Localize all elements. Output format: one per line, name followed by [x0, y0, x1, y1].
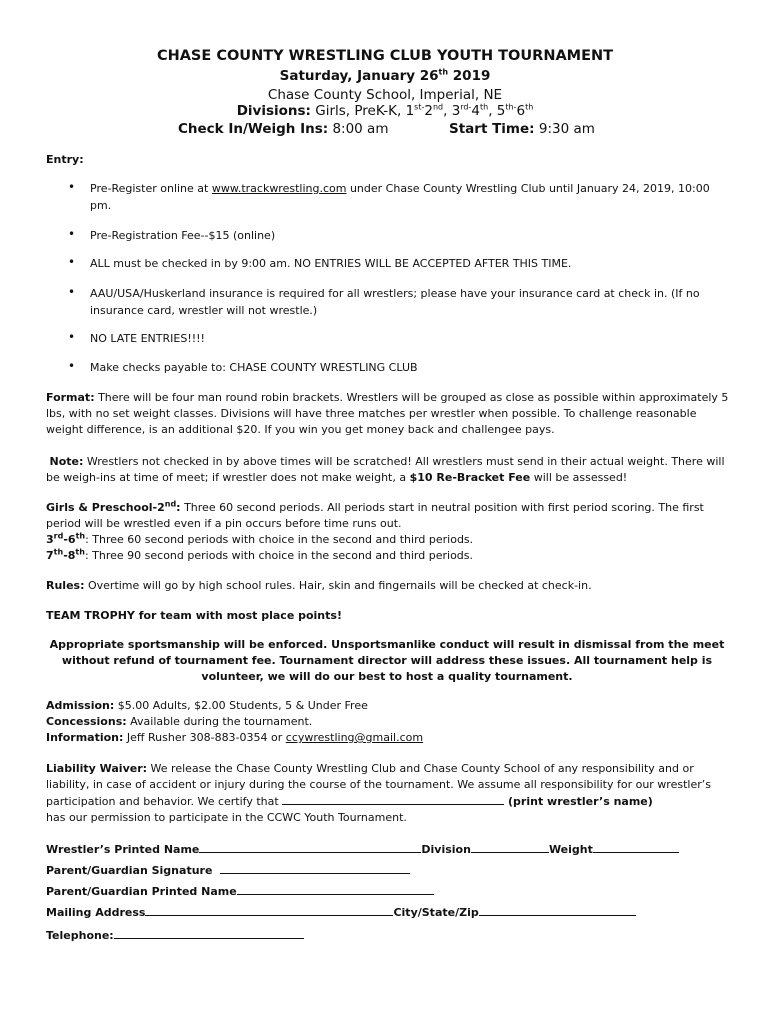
bullet-icon: •: [68, 180, 76, 194]
weight-field[interactable]: [593, 841, 679, 853]
div-sup-b: nd: [432, 102, 444, 112]
waiver-text: We release the Chase County Wrestling Club and Chase County School of any responsibility and or liability, in case of accident or injury during the course of the tournament. We assume all responsibility for our wrestler’s participation and behavior. We certify that: [46, 762, 711, 808]
telephone-field[interactable]: [114, 927, 304, 939]
email-link[interactable]: ccywrestling@gmail.com: [285, 731, 424, 744]
waiver-paragraph: [46, 761, 736, 826]
telephone-label: Telephone:: [46, 929, 114, 942]
div-c: , 3: [443, 103, 461, 119]
tournament-location: Chase County School, Imperial, NE: [267, 87, 503, 103]
old-a: 7: [46, 549, 54, 562]
parent-signature-field[interactable]: [220, 862, 410, 874]
date-text: Saturday, January 26: [279, 68, 439, 84]
division-field[interactable]: [471, 841, 549, 853]
information-text: Jeff Rusher 308-883-0354 or: [123, 731, 286, 744]
mid-text: : Three 60 second periods with choice in the second and third periods.: [85, 533, 474, 546]
note-tail: will be assessed!: [530, 471, 628, 484]
rules-label: Rules:: [46, 579, 85, 592]
concessions-text: Available during the tournament.: [126, 715, 313, 728]
information-label: Information:: [46, 731, 124, 744]
mailing-label: Mailing Address: [46, 906, 146, 919]
bullet-post: under Chase County Wrestling Club until January 24, 2019, 10:00 pm.: [90, 182, 710, 212]
trackwrestling-link[interactable]: www.trackwrestling.com: [211, 182, 347, 195]
waiver-permission: has our permission to participate in the CCWC Youth Tournament.: [46, 811, 407, 824]
mid-sup-b: th: [75, 531, 86, 541]
girls-text: Three 60 second periods. All periods start in neutral position with first period scoring. The first period will be wrestled even if a pin occurs before time runs out.: [46, 501, 704, 530]
old-sup-a: th: [53, 547, 64, 557]
info-block: [46, 698, 736, 746]
tournament-title: CHASE COUNTY WRESTLING CLUB YOUTH TOURNAMENT: [156, 48, 614, 64]
bullet-icon: •: [68, 285, 76, 299]
girls-sup: nd: [164, 499, 177, 509]
form-row-wrestler: [46, 841, 736, 858]
start-label: Start Time:: [449, 121, 535, 137]
bullet-icon: •: [68, 255, 76, 269]
information-row: [46, 730, 736, 746]
team-trophy: TEAM TROPHY for team with most place points!: [46, 609, 342, 622]
form-row-telephone: [46, 927, 736, 944]
bullet-text: AAU/USA/Huskerland insurance is required for all wrestlers; please have your insurance card at check in. (If no insurance card, wrestler will not wrestle.): [90, 287, 700, 317]
div-f: 6: [516, 103, 526, 119]
wrestler-name-field[interactable]: [199, 841, 421, 853]
rebracket-fee: $10 Re-Bracket Fee: [409, 471, 531, 484]
bullet-text: ALL must be checked in by 9:00 am. NO ENTRIES WILL BE ACCEPTED AFTER THIS TIME.: [90, 257, 572, 270]
old-sup-b: th: [75, 547, 85, 557]
form-row-parent-name: [46, 883, 736, 900]
rules-text: Overtime will go by high school rules. Hair, skin and fingernails will be checked at check-in.: [84, 579, 592, 592]
wrestler-name-label: Wrestler’s Printed Name: [46, 843, 200, 856]
mid-b: -6: [63, 533, 76, 546]
tournament-divisions: [0, 103, 770, 119]
admission-label: Admission:: [46, 699, 115, 712]
sportsmanship-notice: Appropriate sportsmanship will be enforced. Unsportsmanlike conduct will result in dismissal from the meet without refund of tournament fee. Tournament director will address these issues. All tournament help is volunteer, we will do our best to host a quality tournament.: [49, 638, 725, 683]
entry-label: Entry:: [46, 153, 84, 166]
date-sup: th: [438, 67, 449, 77]
admission-text: $5.00 Adults, $2.00 Students, 5 & Under Free: [114, 699, 368, 712]
bullet-text: [90, 181, 730, 214]
parent-signature-label: Parent/Guardian Signature: [46, 864, 213, 877]
checkin-time: [178, 121, 388, 137]
div-a: Girls, PreK-K, 1: [310, 103, 415, 119]
div-d: 4: [471, 103, 480, 119]
divisions-label: Divisions:: [236, 103, 311, 119]
girls-label: Girls & Preschool-2: [46, 501, 165, 514]
form-row-signature: [46, 862, 736, 879]
mid-a: 3: [46, 533, 54, 546]
div-sup-a: st-: [414, 102, 425, 112]
div-b: 2: [424, 103, 433, 119]
mid-periods: [46, 532, 736, 548]
div-sup-e: th-: [505, 102, 517, 112]
city-state-zip-field[interactable]: [479, 904, 636, 916]
admission-row: [46, 698, 736, 714]
note-paragraph: [46, 454, 736, 486]
concessions-row: [46, 714, 736, 730]
format-paragraph: [46, 390, 736, 438]
parent-printed-field[interactable]: [237, 883, 434, 895]
mid-sup-a: rd: [53, 531, 64, 541]
bullet-pre: Pre-Register online at: [90, 182, 212, 195]
girls-periods: [46, 500, 736, 532]
form-row-address: [46, 904, 736, 921]
bullet-text: NO LATE ENTRIES!!!!: [90, 332, 205, 345]
waiver-label: Liability Waiver:: [46, 762, 148, 775]
concessions-label: Concessions:: [46, 715, 127, 728]
format-text: There will be four man round robin brackets. Wrestlers will be grouped as close as possible within approximately 5 lbs, with no set weight classes. Divisions will have three matches per wrestler when possible. To challenge reasonable weight difference, is an additional $20. If you win you get money back and challengee pays.: [46, 391, 729, 436]
bullet-text: Pre-Registration Fee--$15 (online): [90, 229, 276, 242]
old-periods: [46, 548, 736, 564]
periods-paragraph: [46, 500, 736, 564]
bullet-icon: •: [68, 330, 76, 344]
city-state-zip-label: City/State/Zip: [393, 906, 479, 919]
wrestler-name-line[interactable]: [282, 793, 504, 805]
div-sup-d: th: [480, 102, 489, 112]
girls-colon: :: [176, 501, 181, 514]
date-year: 2019: [448, 68, 491, 84]
start-time: [449, 121, 595, 137]
print-wrestler-label: (print wrestler’s name): [504, 795, 653, 808]
bullet-icon: •: [68, 227, 76, 241]
note-text: Wrestlers not checked in by above times will be scratched! All wrestlers must send in their actual weight. There will be weigh-ins at time of meet; if wrestler does not make weight, a: [46, 455, 725, 484]
div-sup-f: th: [525, 102, 534, 112]
rules-paragraph: [46, 578, 736, 594]
weight-label: Weight: [548, 843, 593, 856]
old-text: : Three 90 second periods with choice in the second and third periods.: [84, 549, 474, 562]
parent-printed-label: Parent/Guardian Printed Name: [46, 885, 237, 898]
checkin-value: 8:00 am: [328, 121, 389, 137]
note-label: Note:: [49, 455, 84, 468]
format-label: Format:: [46, 391, 95, 404]
tournament-date: [0, 68, 770, 84]
bullet-icon: •: [68, 359, 76, 373]
bullet-text: Make checks payable to: CHASE COUNTY WRESTLING CLUB: [90, 361, 418, 374]
checkin-label: Check In/Weigh Ins:: [178, 121, 329, 137]
div-sup-c: rd-: [460, 102, 472, 112]
start-value: 9:30 am: [534, 121, 595, 137]
division-label: Division: [421, 843, 471, 856]
mailing-field[interactable]: [145, 904, 393, 916]
old-b: -8: [63, 549, 76, 562]
div-e: , 5: [488, 103, 506, 119]
